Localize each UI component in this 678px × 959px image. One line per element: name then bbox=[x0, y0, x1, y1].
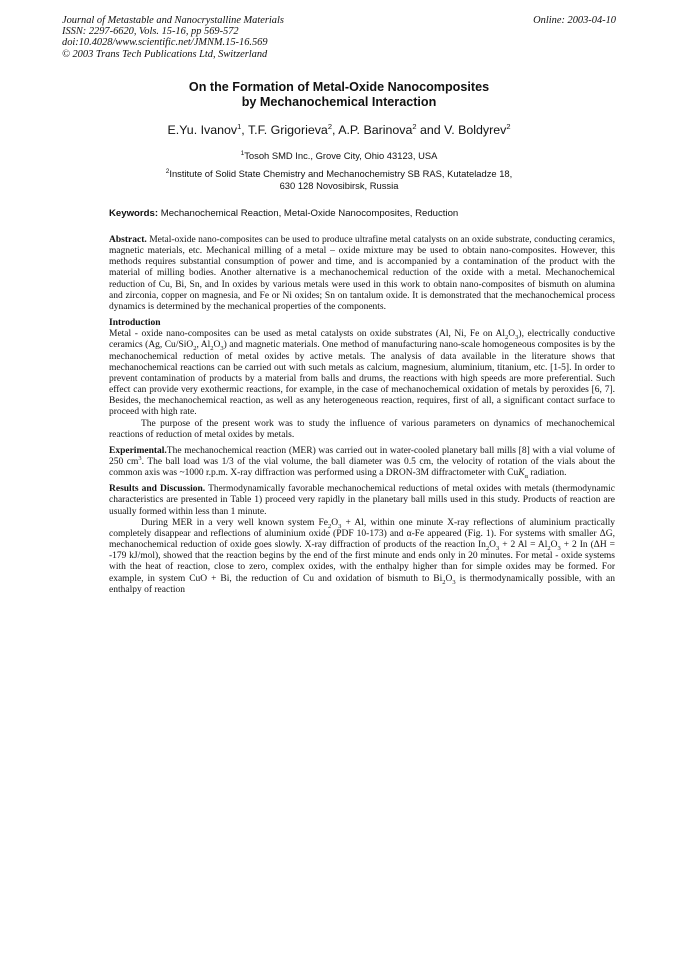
results-text-6: is thermodynamically possible, with an enthalpy of reaction bbox=[109, 573, 615, 595]
chem-subscript: 2 bbox=[210, 345, 214, 353]
introduction-paragraph: Introduction Metal - oxide nano-composites can be used as metal catalysts on oxide substrates (Al, Ni, Fe on $Al_2O_3$), electrically conductive ceramics (Ag, Cu/SiO$_2$, $Al_2O_3$) and magnetic materials. One method of manufacturing nano-scale homogeneous composites is by the mechanochemical reduction of metal oxides by active metals. The analysis of data available in the literature shows that mechanochemical reactions can be carried out with such metals as calcium, magnesium, aluminium, titanium, etc. [1-5]. In order to prevent contamination of products by a material from balls and drums, the reactions with high speeds are more preferential. Such effect can provide very exothermic reactions, for example, in the case of mechanochemical oxidation of metals by peroxides [6, 7]. Besides, the mechanochemical reaction, as well as any heterogeneous reaction, requires, first of all, a significant contact surface to proceed with high rate. bbox=[109, 318, 615, 418]
affiliation-1-text: Tosoh SMD Inc., Grove City, Ohio 43123, USA bbox=[244, 150, 438, 161]
unit-superscript: 3 bbox=[138, 454, 142, 462]
intro-text-2: ), electrically conductive ceramics (Ag, Cu/SiO bbox=[109, 329, 615, 351]
chem-subscript: 3 bbox=[452, 578, 456, 586]
affiliation-2-mark: 2 bbox=[165, 167, 170, 175]
results-text-2: During MER in a very well known system Fe bbox=[141, 517, 328, 528]
body-text bbox=[109, 235, 615, 596]
chem-subscript: 2 bbox=[442, 578, 446, 586]
journal-header bbox=[62, 15, 442, 60]
author-4: V. Boldyrev bbox=[444, 123, 507, 137]
abstract-text: Metal-oxide nano-composites can be used to produce ultrafine metal catalysts on an oxide substrate, conducting ceramics, magnetic materials, etc. Mechanical milling of a metal – oxide mixture may be used to obtain nano-composites. However, this methods requires substantial consumption of power and time, and is accompanied by a contamination of the product with the material of milling bodies. Another alternative is a mechanochemical reduction of the oxide with a metal. Mechanochemical reduction of Cu, Bi, Sn, and In oxides by various metals were used in this work to obtain nano-composites of bismuth on alumina and zirconia, copper on magnesia, and Fe or Ni oxides; Sn on tantalum oxide. It is demonstrated that the mechanochemical process dynamics is determined by the mechanical properties of the components. bbox=[109, 235, 616, 312]
experimental-text-1: The mechanochemical reaction (MER) was carried out in water-cooled planetary ball mills [8] with a vial volume of 250 cm bbox=[109, 445, 615, 467]
intro-text-3: , Al bbox=[196, 340, 211, 351]
chem-subscript: 3 bbox=[338, 522, 342, 530]
journal-name: Journal of Metastable and Nanocrystalline Materials bbox=[62, 15, 284, 26]
affiliation-2-line-1: Institute of Solid State Chemistry and Mechanochemistry SB RAS, Kutateladze 18, bbox=[169, 168, 513, 179]
keywords bbox=[109, 208, 619, 220]
author-3: A.P. Barinova bbox=[338, 123, 413, 137]
intro-text-4: ) and magnetic materials. One method of manufacturing nano-scale homogeneous composites is by the mechanochemical reduction of metal oxides by active metals. The analysis of data available in the literature shows that mechanochemical reactions can be carried out with such metals as calcium, magnesium, aluminium, titanium, etc. [1-5]. In order to prevent contamination of products by a material from balls and drums, the reactions with high speeds are more preferential. Such effect can provide very exothermic reactions, for example, in the case of mechanochemical oxidation of metals by peroxides [6, 7]. Besides, the mechanochemical reaction, as well as any heterogeneous reaction, requires, first of all, a significant contact surface to proceed with high rate. bbox=[109, 340, 615, 418]
author-1-affil: 1 bbox=[237, 121, 242, 131]
online-date: Online: 2003-04-10 bbox=[533, 15, 616, 26]
author-list: E.Yu. Ivanov$^1$, T.F. Grigorieva$^2$, A.P. Barinova$^2$ and V. Boldyrev$^2$ bbox=[167, 121, 511, 137]
chem-subscript: 2 bbox=[505, 334, 509, 342]
results-label: Results and Discussion. bbox=[109, 484, 206, 495]
results-text-1: Thermodynamically favorable mechanochemical reductions of metal oxides with metals (thermodynamic characteristics are presented in Table 1) proceed very rapidly in the planetary ball mills used in this study. Products of reaction are usually formed within less than 1 minute. bbox=[109, 484, 615, 517]
author-2-affil: 2 bbox=[327, 121, 332, 131]
title-line-1: On the Formation of Metal-Oxide Nanocomposites bbox=[188, 80, 490, 94]
experimental-label: Experimental. bbox=[109, 445, 167, 456]
chem-subscript: 3 bbox=[515, 334, 519, 342]
introduction-heading: Introduction bbox=[109, 318, 161, 329]
chem-k: K bbox=[518, 468, 525, 479]
keywords-text: Mechanochemical Reaction, Metal-Oxide Nanocomposites, Reduction bbox=[160, 208, 459, 219]
journal-copyright: © 2003 Trans Tech Publications Ltd, Switzerland bbox=[62, 48, 268, 60]
journal-doi: doi:10.4028/www.scientific.net/JMNM.15-16.569 bbox=[62, 37, 268, 49]
experimental-paragraph bbox=[109, 446, 615, 479]
affiliation-1-mark: 1 bbox=[240, 149, 245, 157]
paper-title bbox=[60, 80, 618, 110]
abstract-label: Abstract. bbox=[109, 235, 147, 245]
abstract-paragraph bbox=[109, 235, 615, 313]
results-paragraph-2: During MER in a very well known system $Fe_2O_3 + Al$, within one minute X-ray reflections of aluminium practically completely disappear and reflections of aluminium oxide (PDF 10-173) and α-Fe appeared (Fig. 1). For systems with smaller ΔG, mechanochemical reduction of oxide goes slowly. X-ray diffraction of products of the reaction $In_2O_3 + 2$ $Al = Al_2O_3 + 2$ In (ΔH = -179 kJ/mol), showed that the reaction begins by the end of the first minute and ends only in 20 minutes. For metal - oxide systems with the heat of reaction, close to zero, complex oxides, with the enthalpy higher than for simple oxides may be formed. For example, in system CuO + Bi, the reduction of Cu and oxidation of bismuth to $Bi_2O_3$ is thermodynamically possible, with an enthalpy of reaction bbox=[109, 517, 616, 595]
author-2: T.F. Grigorieva bbox=[247, 123, 328, 137]
chem-subscript: 3 bbox=[220, 345, 224, 353]
chem-subscript: 2 bbox=[328, 522, 332, 530]
affiliation-2-line-2: 630 128 Novosibirsk, Russia bbox=[279, 179, 399, 191]
chem-subscript: 2 bbox=[547, 544, 551, 552]
experimental-text-3: radiation. bbox=[528, 468, 567, 479]
affiliation-2 bbox=[160, 168, 518, 191]
introduction-paragraph-2: The purpose of the present work was to study the influence of various parameters on dynamics of mechanochemical reactions of reduction of metal oxides by metals. bbox=[109, 418, 615, 440]
results-paragraph bbox=[109, 484, 615, 517]
chem-subscript: 3 bbox=[557, 544, 561, 552]
intro-text-1: Metal - oxide nano-composites can be used as metal catalysts on oxide substrates (Al, Ni, Fe on Al bbox=[109, 329, 506, 340]
author-1: E.Yu. Ivanov bbox=[167, 123, 238, 137]
author-4-affil: 2 bbox=[506, 121, 511, 131]
chem-subscript: 3 bbox=[496, 544, 500, 552]
affiliation-1 bbox=[60, 150, 618, 161]
keywords-label: Keywords: bbox=[109, 208, 159, 219]
title-line-2: by Mechanochemical Interaction bbox=[241, 95, 437, 109]
results-text-5: + 2 In (ΔH = -179 kJ/mol), showed that the reaction begins by the end of the first minute and ends only in 20 minutes. For metal - oxide systems with the heat of reaction, close to zero, complex oxides, with the enthalpy higher than for simple oxides may be formed. For example, in system CuO + Bi, the reduction of Cu and oxidation of bismuth to Bi bbox=[109, 540, 616, 584]
results-text-4: + 2 Al = Al bbox=[499, 540, 548, 551]
results-text-3: + Al, within one minute X-ray reflections of aluminium practically completely disappear and reflections of aluminium oxide (PDF 10-173) and α-Fe appeared (Fig. 1). For systems with smaller ΔG, mechanochemical reduction of oxide goes slowly. X-ray diffraction of products of the reaction In bbox=[109, 517, 616, 551]
chem-subscript: α bbox=[524, 473, 528, 481]
author-3-affil: 2 bbox=[412, 121, 417, 131]
chem-subscript: 2 bbox=[485, 544, 490, 552]
chem-subscript: 2 bbox=[193, 345, 197, 353]
experimental-text-2: . The ball load was 1/3 of the vial volume, the ball diameter was 0.5 cm, the velocity of rotation of the vials about the common axis was ~1000 r.p.m. X-ray diffraction was performed using a DRON-3M diffractometer with Cu bbox=[109, 456, 615, 479]
journal-issn: ISSN: 2297-6620, Vols. 15-16, pp 569-572 bbox=[62, 26, 239, 38]
